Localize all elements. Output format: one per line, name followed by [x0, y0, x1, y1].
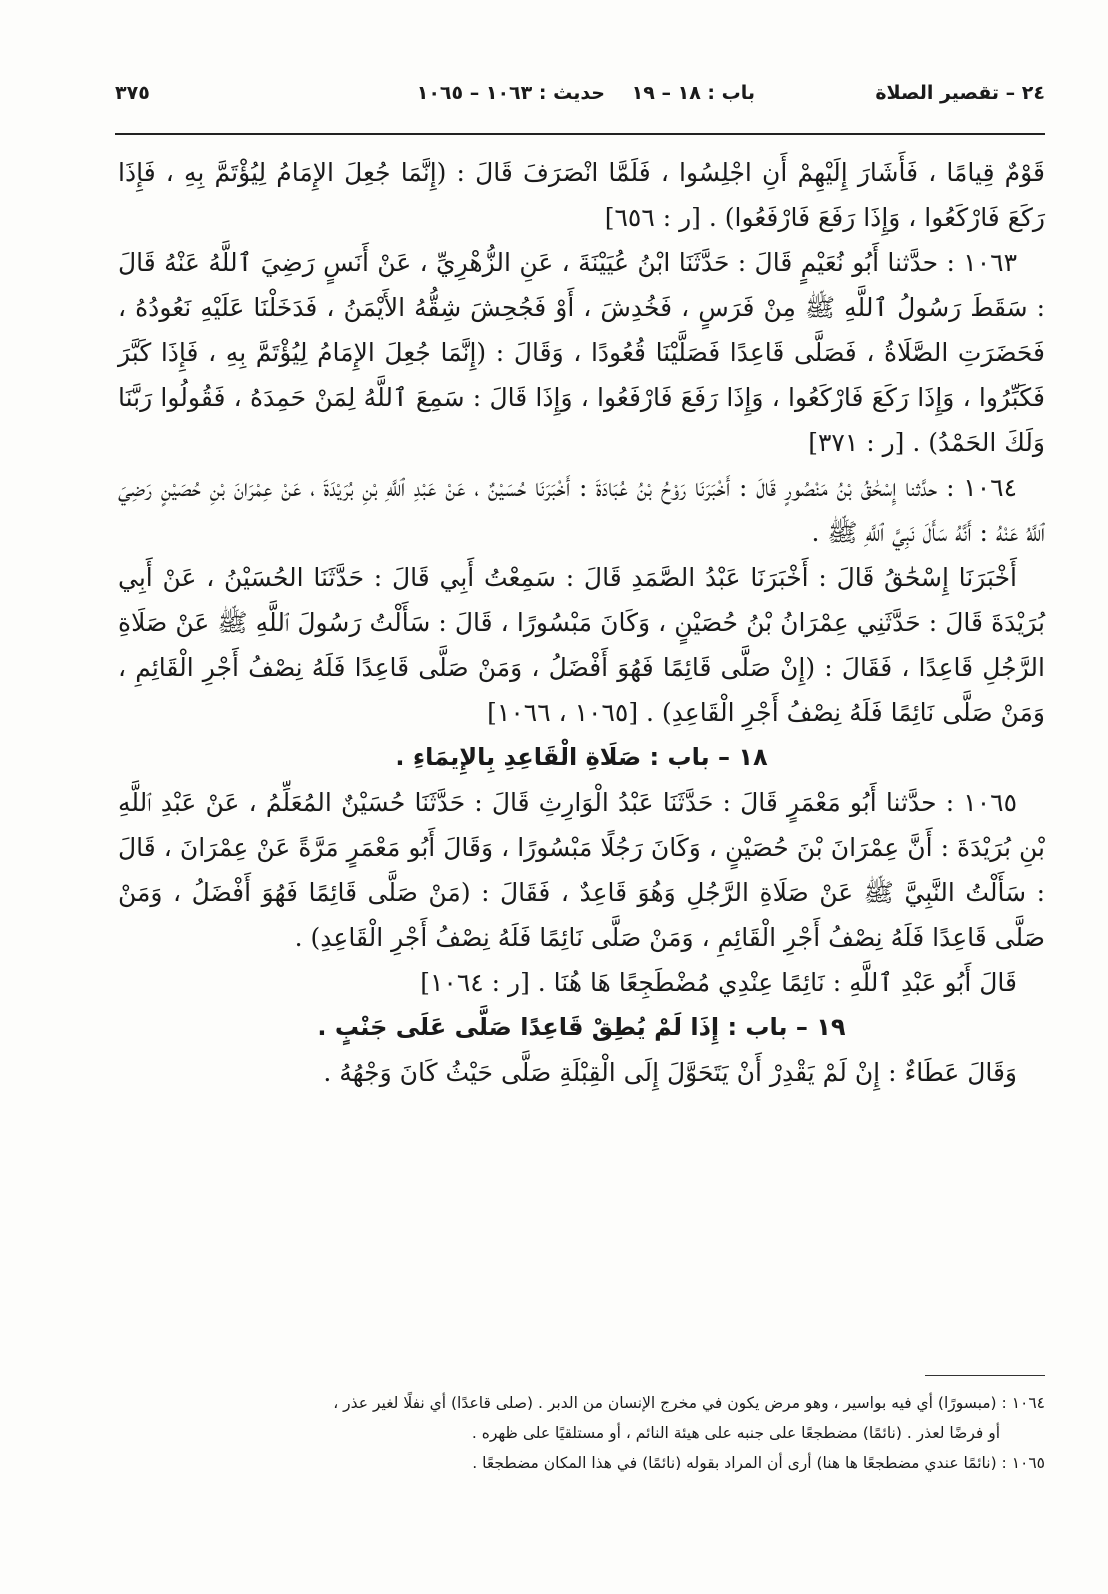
- hadith-1065: ١٠٦٥ : حدَّثنا أَبُو مَعْمَرٍ قَالَ : حَدَّثَنَا عَبْدُ الْوَارِثِ قَالَ : حَدَّثَنَا حُسَيْنٌ المُعَلِّمُ ، عَنْ عَبْدِ ٱللَّهِ بْنِ بُرَيْدَةَ : أَنَّ عِمْرَانَ بْنَ حُصَيْنٍ ، وَكَانَ رَجُلًا مَبْسُورًا ، وَقَالَ أَبُو مَعْمَرٍ مَرَّةً عَنْ عِمْرَانَ ، قَالَ : سَأَلْتُ النَّبِيَّ ﷺ عَنْ صَلَاةِ الرَّجُلِ وَهُوَ قَاعِدٌ ، فَقَالَ : (مَنْ صَلَّى قَائِمًا فَهُوَ أَفْضَلُ ، وَمَنْ صَلَّى قَاعِدًا فَلَهُ نِصْفُ أَجْرِ الْقَائِمِ ، وَمَنْ صَلَّى نَائِمًا فَلَهُ نِصْفُ أَجْرِ الْقَاعِدِ) .: [118, 788, 1045, 952]
- hadith-1063: ١٠٦٣ : حدَّثنا أَبُو نُعَيْمٍ قَالَ : حَدَّثَنَا ابْنُ عُيَيْنَةَ ، عَنِ الزُّهْرِيِّ ، عَنْ أَنَسٍ رَضِيَ ٱللَّهُ عَنْهُ قَالَ : سَقَطَ رَسُولُ ٱللَّهِ ﷺ مِنْ فَرَسٍ ، فَخُدِشَ ، أَوْ فَجُحِشَ شِقُّهُ الأَيْمَنُ ، فَدَخَلْنَا عَلَيْهِ نَعُودُهُ ، فَحَضَرَتِ الصَّلَاةُ ، فَصَلَّى قَاعِدًا فَصَلَّيْنَا قُعُودًا ، وَقَالَ : (إِنَّمَا جُعِلَ الإِمَامُ لِيُؤْتَمَّ بِهِ ، فَإِذَا كَبَّرَ فَكَبِّرُوا ، وَإِذَا رَكَعَ فَارْكَعُوا ، وَإِذَا رَفَعَ فَارْفَعُوا ، وَإِذَا قَالَ : سَمِعَ ٱللَّهُ لِمَنْ حَمِدَهُ ، فَقُولُوا رَبَّنَا وَلَكَ الحَمْدُ) . [ر : ٣٧١]: [118, 248, 1045, 457]
- comment-abu-abdullah: قَالَ أَبُو عَبْدِ ٱللَّهِ : نَائِمًا عِنْدِي مُضْطَجِعًا هَا هُنَا . [ر : ١٠٦٤]: [420, 968, 1017, 997]
- hadith-1064: ١٠٦٤ : حدَّثنا إِسْحَٰقُ بْنُ مَنْصُورٍ قَالَ : أَخْبَرَنَا رَوْحُ بْنُ عُبَادَةَ : أَخْبَرَنَا حُسَيْنٌ ، عَنْ عَبْدِ ٱللَّهِ بْنِ بُرَيْدَةَ ، عَنْ عِمْرَانَ بْنِ حُصَيْنٍ رَضِيَ ٱللَّهُ عَنْهُ : أَنَّهُ سَأَلَ نَبِيَّ ٱللَّهِ ﷺ .: [118, 473, 1045, 547]
- bab-19-heading: ١٩ – باب : إِذَا لَمْ يُطِقْ قَاعِدًا صَلَّى عَلَى جَنْبٍ .: [317, 1013, 846, 1041]
- bab-18-heading: ١٨ – باب : صَلَاةِ الْقَاعِدِ بِالإِيمَاءِ .: [395, 743, 768, 771]
- ata-saying: وَقَالَ عَطَاءٌ : إِنْ لَمْ يَقْدِرْ أَنْ يَتَحَوَّلَ إِلَى الْقِبْلَةِ صَلَّى حَيْثُ كَانَ وَجْهُهُ .: [323, 1058, 1017, 1087]
- footnote-1064-continued: أو فرضًا لعذر . (نائمًا) مضطجعًا على جنبه على هيئة النائم ، أو مستلقيًا على ظهره .: [471, 1424, 1000, 1442]
- bab-range: باب : ١٨ – ١٩: [631, 82, 755, 104]
- footnote-1065: ١٠٦٥ : (نائمًا عندي مضطجعًا ها هنا) أرى أن المراد بقوله (نائمًا) في هذا المكان مضطجعًا .: [472, 1454, 1045, 1472]
- page-number: ٣٧٥: [115, 82, 150, 104]
- footnotes: [118, 1388, 1045, 1478]
- footnote-1064: ١٠٦٤ : (مبسورًا) أي فيه بواسير ، وهو مرض يكون في مخرج الإنسان من الدبر . (صلى قاعدًا) أي نفلًا لغير عذر ،: [333, 1394, 1045, 1412]
- paragraph-656: قَوْمٌ قِيامًا ، فَأَشَارَ إِلَيْهِمْ أَنِ اجْلِسُوا ، فَلَمَّا انْصَرَفَ قَالَ : (إِنَّمَا جُعِلَ الإِمَامُ لِيُؤْتَمَّ بِهِ ، فَإِذَا رَكَعَ فَارْكَعُوا ، وَإِذَا رَفَعَ فَارْفَعُوا) . [ر : ٦٥٦]: [118, 158, 1045, 232]
- hadith-1064-chain: أَخْبَرَنَا إِسْحَٰقُ قَالَ : أَخْبَرَنَا عَبْدُ الصَّمَدِ قَالَ : سَمِعْتُ أَبِي قَالَ : حَدَّثَنَا الحُسَيْنُ ، عَنْ أَبِي بُرَيْدَةَ قَالَ : حَدَّثَنِي عِمْرَانُ بْنُ حُصَيْنٍ ، وَكَانَ مَبْسُورًا ، قَالَ : سَأَلْتُ رَسُولَ ٱللَّهِ ﷺ عَنْ صَلَاةِ الرَّجُلِ قَاعِدًا ، فَقَالَ : (إِنْ صَلَّى قَائِمًا فَهُوَ أَفْضَلُ ، وَمَنْ صَلَّى قَاعِدًا فَلَهُ نِصْفُ أَجْرِ الْقَائِمِ ، وَمَنْ صَلَّى نَائِمًا فَلَهُ نِصْفُ أَجْرِ الْقَاعِدِ) . [١٠٦٥ ، ١٠٦٦]: [118, 563, 1045, 727]
- header-rule: [115, 133, 1045, 135]
- chapter-title: ٢٤ – تقصير الصلاة: [875, 82, 1045, 104]
- hadith-range: حديث : ١٠٦٣ – ١٠٦٥: [416, 82, 605, 104]
- main-text: [118, 150, 1045, 1095]
- footnote-rule: [925, 1375, 1045, 1376]
- running-header: [115, 82, 1045, 124]
